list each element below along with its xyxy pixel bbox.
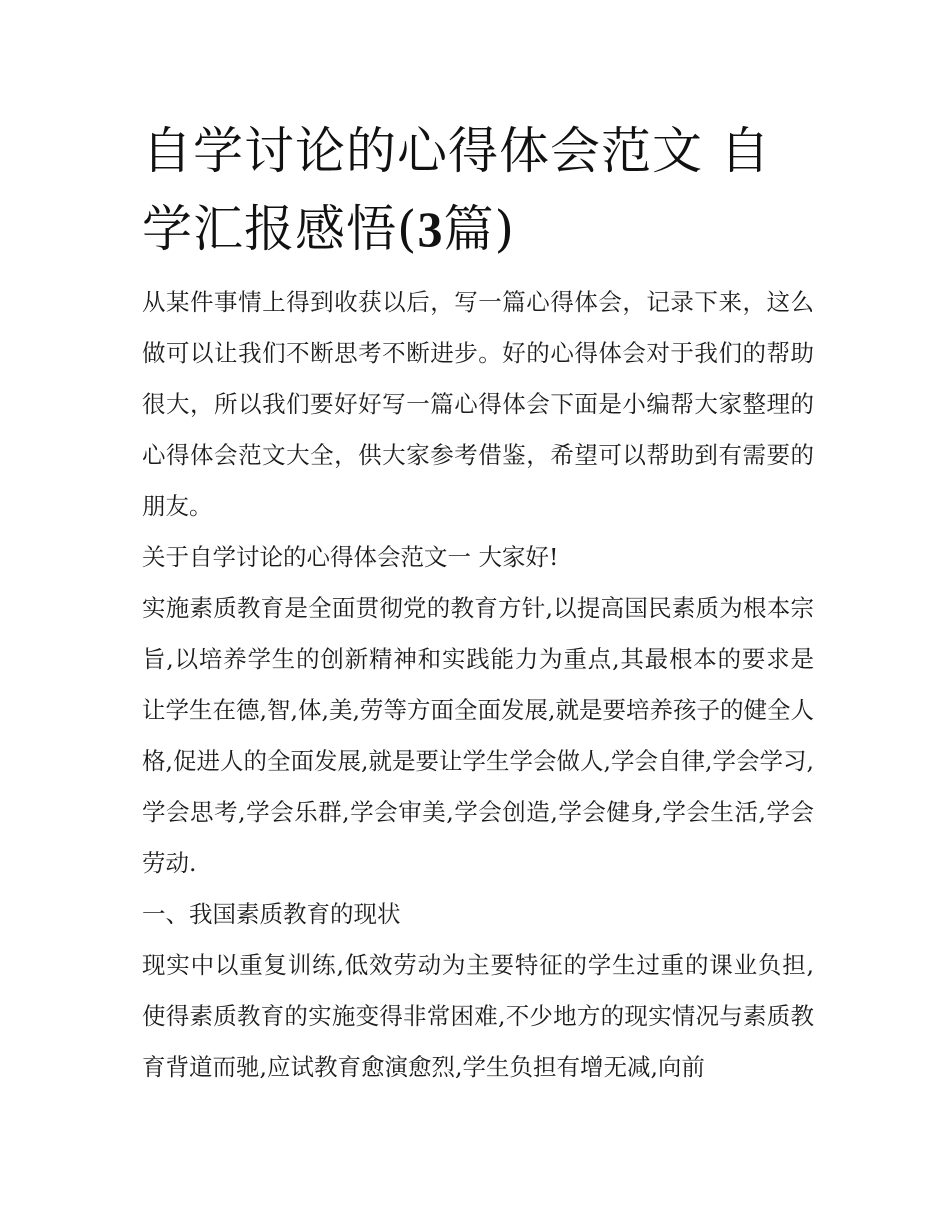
document-title [142, 112, 814, 268]
document-page [142, 112, 814, 1093]
section-heading-essay-one: 关于自学讨论的心得体会范文一 大家好! [142, 543, 559, 571]
section-heading-current-status: 一、我国素质教育的现状 [142, 900, 401, 928]
body-paragraph: 实施素质教育是全面贯彻党的教育方针,以提高国民素质为根本宗旨,以培养学生的创新精神和实践能力为重点,其最根本的要求是让学生在德,智,体,美,劳等方面全面发展,就是要培养孩子的健全人格,促进人的全面发展,就是要让学生学会做人,学会自律,学会学习,学会思考,学会乐群,学会审美,学会创造,学会健身,学会生活,学会劳动. [142, 594, 814, 877]
body-paragraph: 现实中以重复训练,低效劳动为主要特征的学生过重的课业负担,使得素质教育的实施变得非常困难,不少地方的现实情况与素质教育背道而驰,应试教育愈演愈烈,学生负担有增无减,向前 [142, 951, 814, 1081]
title-text: 自学讨论的心得体会范文 自学汇报感悟( [142, 122, 771, 258]
intro-paragraph: 从某件事情上得到收获以后，写一篇心得体会，记录下来，这么做可以让我们不断思考不断进步。好的心得体会对于我们的帮助很大，所以我们要好好写一篇心得体会下面是小编帮大家整理的心得体会范文大全，供大家参考借鉴，希望可以帮助到有需要的朋友。 [142, 288, 814, 520]
title-text-end: 篇) [443, 200, 516, 258]
title-number: 3 [417, 201, 444, 257]
